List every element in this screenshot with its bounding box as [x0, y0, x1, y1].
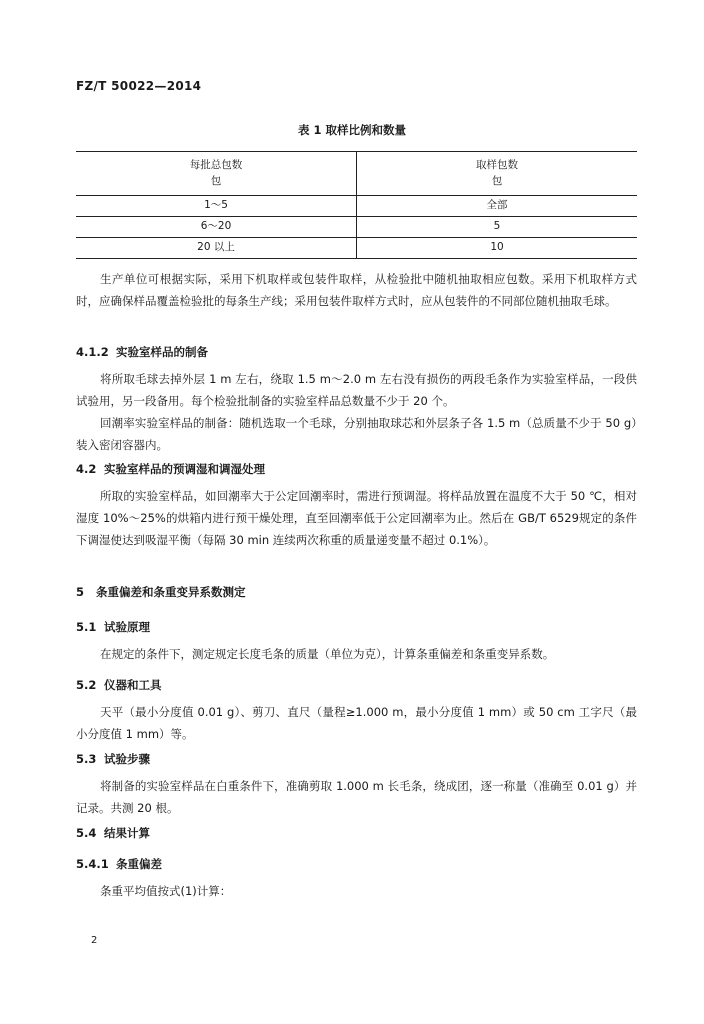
header-sample-label: 取样包数 — [476, 158, 518, 171]
header-total-packages — [76, 152, 357, 196]
section-5-1 — [76, 619, 150, 635]
paragraph-moisture-sample-prep: 回潮率实验室样品的制备：随机选取一个毛球，分别抽取球芯和外层条子各 1.5 m（总质量不少于 50 g）装入密闭容器内。 — [76, 416, 637, 452]
header-total-unit: 包 — [210, 174, 222, 187]
section-number: 4.1.2 — [76, 345, 109, 359]
standard-code: FZ/T 50022—2014 — [76, 79, 202, 93]
table-row — [76, 238, 637, 259]
section-title: 实验室样品的制备 — [116, 345, 208, 359]
cell-total: 1～5 — [204, 199, 228, 212]
sampling-table — [76, 151, 637, 259]
section-number: 5 — [76, 585, 85, 599]
section-5-3 — [76, 751, 150, 767]
section-title: 实验室样品的预调湿和调湿处理 — [104, 462, 265, 476]
table-row — [76, 196, 637, 217]
paragraph-test-principle: 在规定的条件下，测定规定长度毛条的质量（单位为克），计算条重偏差和条重变异系数。 — [100, 647, 555, 661]
cell-total: 6～20 — [200, 220, 232, 233]
section-title: 试验原理 — [104, 620, 150, 634]
table-caption: 表 1 取样比例和数量 — [297, 123, 406, 137]
paragraph-instruments: 天平（最小分度值 0.01 g）、剪刀、直尺（量程≥1.000 m，最小分度值 1 mm）或 50 cm 工字尺（最小分度值 1 mm）等。 — [76, 705, 637, 741]
header-sample-unit: 包 — [491, 174, 503, 187]
section-5 — [76, 584, 246, 600]
section-number: 5.4 — [76, 826, 97, 840]
section-number: 5.4.1 — [76, 857, 109, 871]
section-title: 条重偏差 — [116, 857, 162, 871]
section-number: 5.3 — [76, 752, 97, 766]
section-title: 结果计算 — [104, 826, 150, 840]
section-5-4 — [76, 825, 150, 841]
section-number: 5.1 — [76, 620, 97, 634]
section-title: 试验步骤 — [104, 752, 150, 766]
cell-sample: 5 — [357, 217, 638, 238]
paragraph-sampling-method: 生产单位可根据实际，采用下机取样或包装件取样，从检验批中随机抽取相应包数。采用下机取样方式时，应确保样品覆盖检验批的每条生产线；采用包装件取样方式时，应从包装件的不同部位随机抽取毛球。 — [76, 272, 637, 308]
section-5-4-1 — [76, 856, 162, 872]
paragraph-lab-sample-prep: 将所取毛球去掉外层 1 m 左右，绕取 1.5 m～2.0 m 左右没有损伤的两段毛条作为实验室样品，一段供试验用，另一段备用。每个检验批制备的实验室样品总数量不少于 20 个。 — [76, 372, 637, 408]
table-row — [76, 217, 637, 238]
header-sample-packages — [357, 152, 638, 196]
cell-sample: 全部 — [357, 196, 638, 217]
header-total-label: 每批总包数 — [189, 158, 243, 171]
paragraph-formula-intro: 条重平均值按式(1)计算： — [100, 884, 232, 898]
cell-total: 20 以上 — [197, 241, 235, 254]
section-number: 5.2 — [76, 678, 97, 692]
table-header-row — [76, 152, 637, 196]
page-number: 2 — [91, 935, 98, 946]
section-title: 仪器和工具 — [104, 678, 162, 692]
paragraph-preconditioning: 所取的实验室样品，如回潮率大于公定回潮率时，需进行预调湿。将样品放置在温度不大于 50 ℃，相对湿度 10%～25%的烘箱内进行预干燥处理，直至回潮率低于公定回潮率为止。然后在 GB/T 6529规定的条件下调湿使达到吸湿平衡（每隔 30 min 连续两次称重的质量递变量不超过 0.1%）。 — [76, 489, 637, 547]
paragraph-test-procedure: 将制备的实验室样品在白重条件下，准确剪取 1.000 m 长毛条，绕成团，逐一称量（准确至 0.01 g）并记录。共测 20 根。 — [76, 779, 637, 815]
section-4-1-2 — [76, 344, 208, 360]
section-title: 条重偏差和条重变异系数测定 — [96, 585, 246, 599]
section-5-2 — [76, 677, 162, 693]
cell-sample: 10 — [357, 238, 638, 259]
section-number: 4.2 — [76, 462, 97, 476]
section-4-2 — [76, 461, 265, 477]
